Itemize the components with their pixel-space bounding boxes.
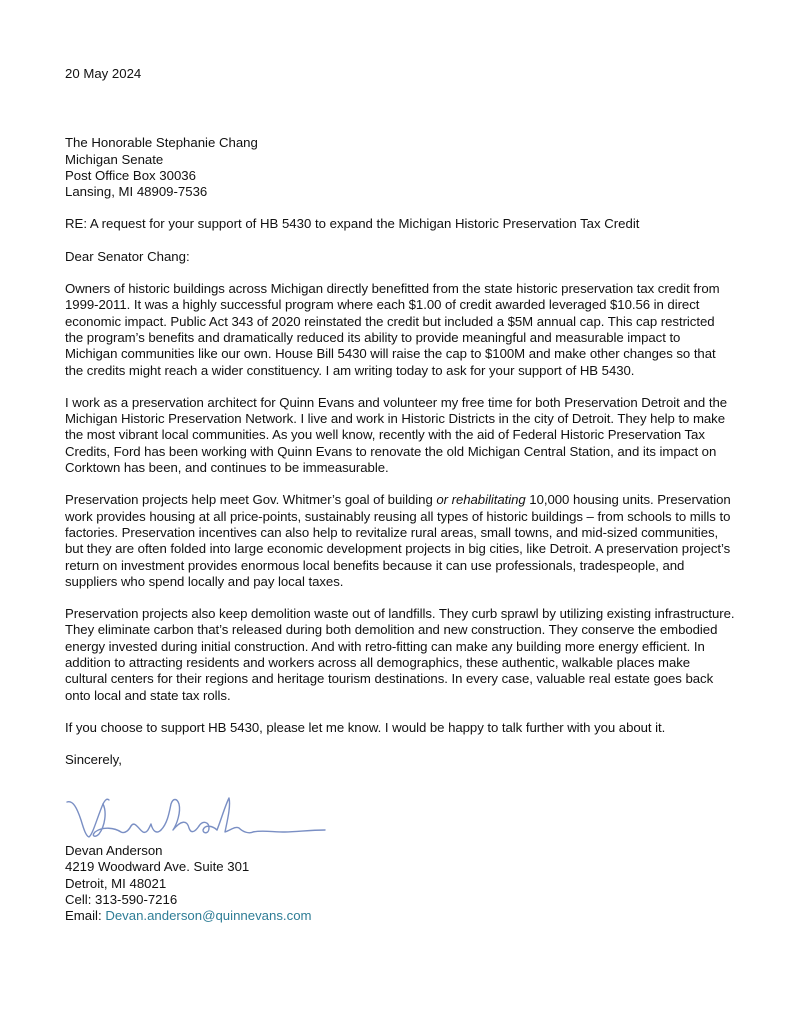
recipient-name: The Honorable Stephanie Chang [65, 135, 258, 151]
letter-body [65, 66, 735, 769]
closing: Sincerely, [65, 752, 122, 768]
paragraph-5: If you choose to support HB 5430, please let me know. I would be happy to talk further with you about it. [65, 719, 666, 735]
paragraph-1: Owners of historic buildings across Michigan directly benefitted from the state historic preservation tax credit from 1999-2011. It was a highly successful program where each $1.00 of credit awarded leveraged $10.56 in direct economic impact. Public Act 343 of 2020 reinstated the credit but included a $5M annual cap. This cap restricted the program’s benefits and dramatically reduced its ability to provide meaningful and measurable impact to Michigan communities like our own. House Bill 5430 will raise the cap to $100M and make other changes so that the credits might reach a wider constituency. I am writing today to ask for your support of HB 5430. [65, 281, 720, 378]
letter-date: 20 May 2024 [65, 66, 142, 81]
paragraph-4: Preservation projects also keep demolition waste out of landfills. They curb sprawl by utilizing existing infrastructure. They eliminate carbon that’s released during both demolition and new construction. They conserve the embodied energy invested during initial construction. And with retro-fitting can make any building more energy efficient. In addition to attracting residents and workers across all demographics, these authentic, walkable places make cultural centers for their regions and heritage tourism destinations. In every case, valuable real estate goes back onto local and state tax rolls. [65, 606, 735, 703]
sender-email-label: Email: [65, 908, 106, 924]
paragraph-3-rest: 10,000 housing units. Preservation work provides housing at all price-points, sustainably reusing all types of historic buildings – from schools to mills to factories. Preservation incentives can also help to revitalize rural areas, small towns, and mid-sized communities, but they are often folded into large economic development projects in big cities, like Detroit. A preservation project’s return on investment provides enormous local benefits because it can use professionals, tradespeople, and suppliers who spend locally and pay local taxes. [65, 492, 731, 589]
sender-email-row [65, 908, 312, 924]
paragraph-3-italic: or rehabilitating [436, 492, 526, 508]
salutation: Dear Senator Chang: [65, 248, 190, 264]
recipient-org: Michigan Senate [65, 151, 164, 167]
handwritten-signature [63, 790, 333, 846]
paragraph-3 [65, 492, 735, 590]
subject-line: RE: A request for your support of HB 5430 to expand the Michigan Historic Preservation Tax Credit [65, 216, 640, 232]
recipient-address [65, 135, 735, 200]
paragraph-3-start: Preservation projects help meet Gov. Whitmer’s goal of building [65, 492, 437, 508]
paragraph-2: I work as a preservation architect for Quinn Evans and volunteer my free time for both Preservation Detroit and the Michigan Historic Preservation Network. I live and work in Historic Districts in the city of Detroit. They help to make the most vibrant local communities. As you well know, recently with the aid of Federal Historic Preservation Tax Credits, Ford has been working with Quinn Evans to renovate the old Michigan Central Station, and its impact on Corktown has been, and continues to be immeasurable. [65, 394, 728, 476]
sender-address: 4219 Woodward Ave. Suite 301 [65, 859, 250, 875]
recipient-city: Lansing, MI 48909-7536 [65, 184, 208, 200]
sender-city: Detroit, MI 48021 [65, 875, 167, 891]
sender-cell: Cell: 313-590-7216 [65, 891, 178, 907]
sender-name: Devan Anderson [65, 843, 163, 858]
recipient-box: Post Office Box 30036 [65, 167, 196, 183]
sender-email-link[interactable]: Devan.anderson@quinnevans.com [105, 908, 312, 924]
sender-block [65, 843, 312, 924]
